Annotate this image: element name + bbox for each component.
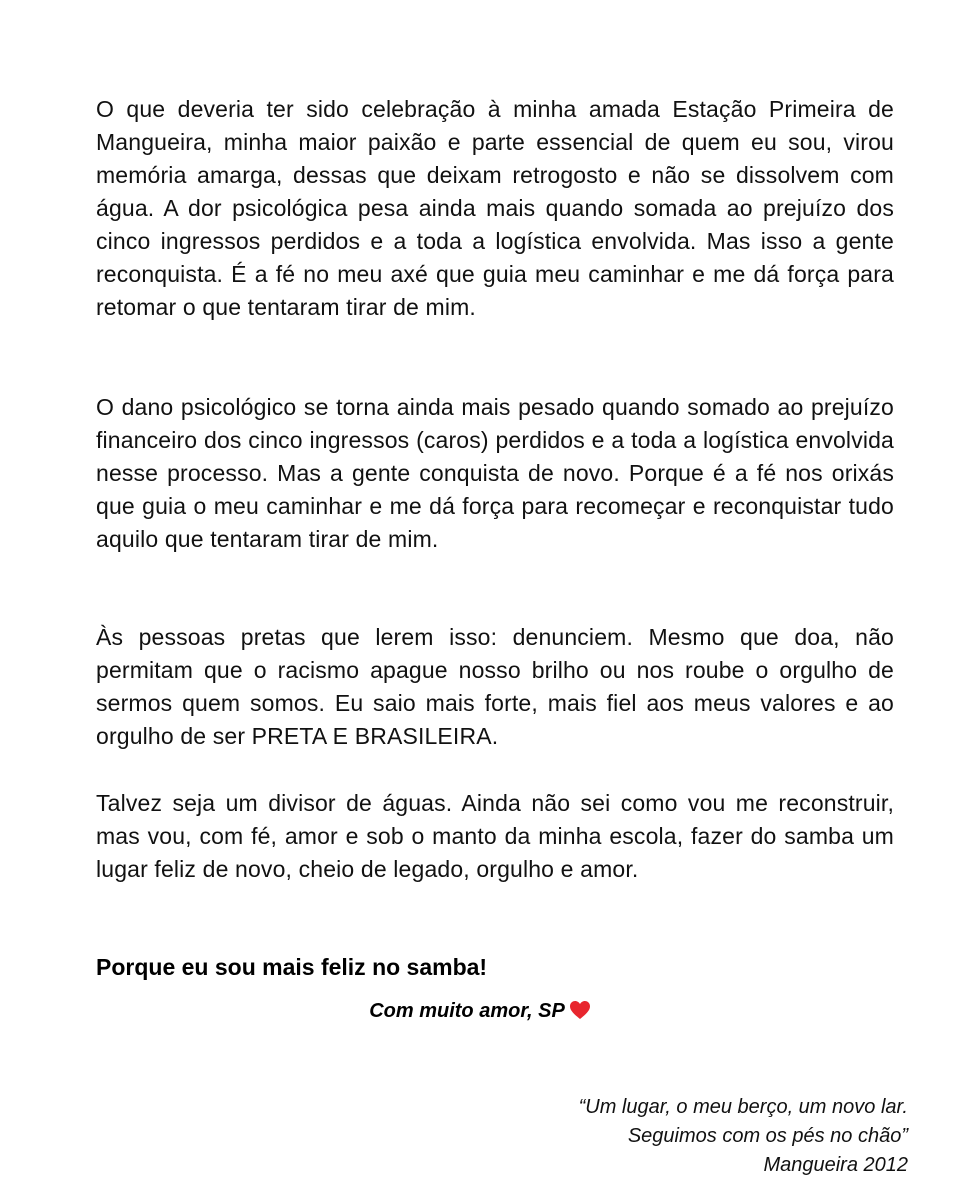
red-heart-icon — [569, 1000, 591, 1020]
paragraph-3: Às pessoas pretas que lerem isso: denunciem. Mesmo que doa, não permitam que o racismo apague nosso brilho ou nos roube o orgulho de sermos quem somos. Eu saio mais forte, mais fiel aos meus valores e ao orgulho de ser PRETA E BRASILEIRA. — [96, 624, 894, 749]
signature-line — [0, 996, 960, 1026]
signature-text: Com muito amor, SP — [369, 1000, 565, 1022]
closing-line: Porque eu sou mais feliz no samba! — [96, 954, 488, 980]
quote-line-1: “Um lugar, o meu berço, um novo lar. — [578, 1096, 908, 1118]
song-quote — [408, 1093, 908, 1180]
quote-attribution: Mangueira 2012 — [763, 1154, 908, 1176]
paragraph-1: O que deveria ter sido celebração à minha amada Estação Primeira de Mangueira, minha maior paixão e parte essencial de quem eu sou, virou memória amarga, dessas que deixam retrogosto e não se dissolvem com água. A dor psicológica pesa ainda mais quando somada ao prejuízo dos cinco ingressos perdidos e a toda a logística envolvida. Mas isso a gente reconquista. É a fé no meu axé que guia meu caminhar e me dá força para retomar o que tentaram tirar de mim. — [96, 96, 894, 320]
quote-line-2: Seguimos com os pés no chão” — [627, 1125, 908, 1147]
paragraph-2: O dano psicológico se torna ainda mais pesado quando somado ao prejuízo financeiro dos cinco ingressos (caros) perdidos e a toda a logística envolvida nesse processo. Mas a gente conquista de novo. Porque é a fé nos orixás que guia o meu caminhar e me dá força para recomeçar e reconquistar tudo aquilo que tentaram tirar de mim. — [96, 394, 894, 552]
paragraph-4: Talvez seja um divisor de águas. Ainda não sei como vou me reconstruir, mas vou, com fé, amor e sob o manto da minha escola, fazer do samba um lugar feliz de novo, cheio de legado, orgulho e amor. — [96, 790, 894, 882]
